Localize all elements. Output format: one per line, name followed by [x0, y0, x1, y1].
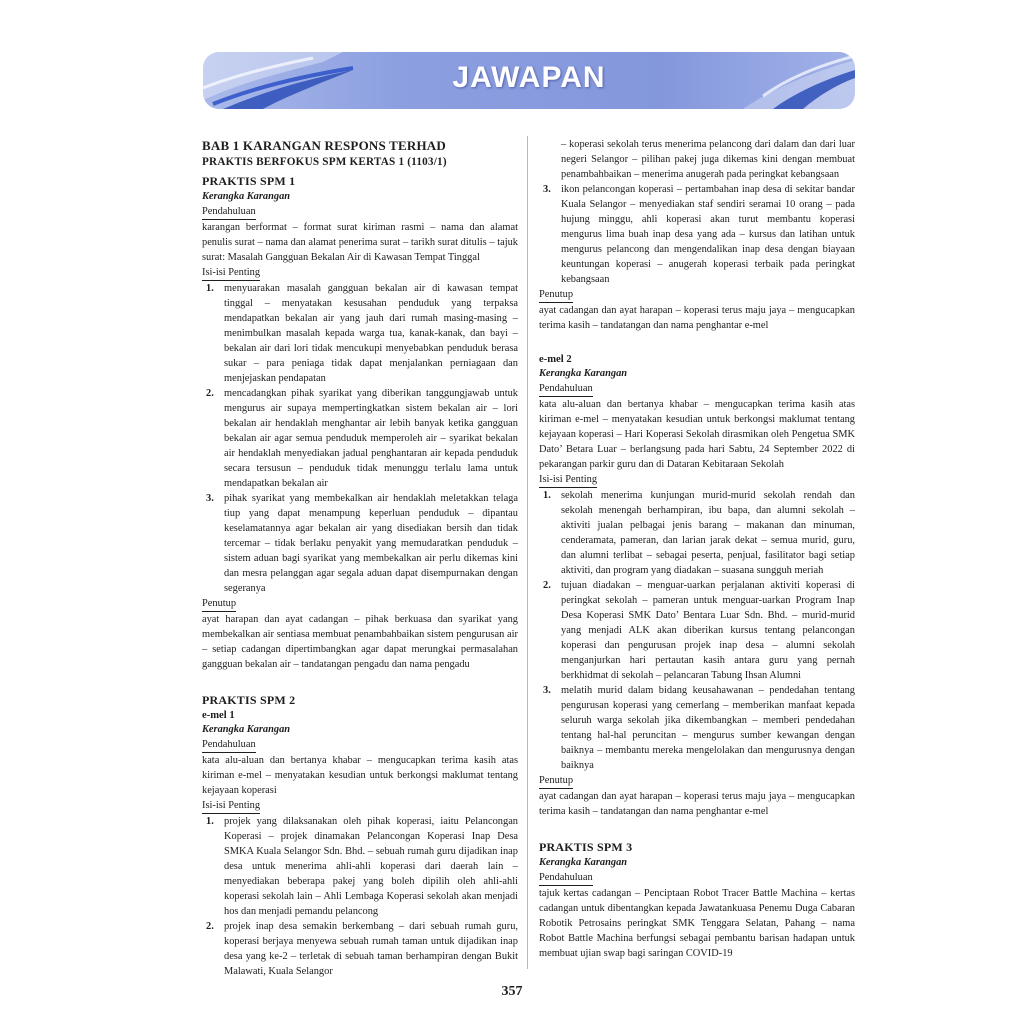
item-number: 2. — [206, 388, 214, 399]
list-item — [539, 683, 855, 773]
introduction-text: tajuk kertas cadangan – Penciptaan Robot Tracer Battle Machina – kertas cadangan untuk dibentangkan kepada Jawatankuasa Penemu Duga Cabaran Robotik Petrosains peringkat SMK Tenggara Selatan, Pahang – nama Robot Battle Machina berfungsi sebagai pembantu barisan hadapan untuk membuat ujian swap bagi saringan COVID-19 — [539, 888, 855, 959]
introduction-text: karangan berformat – format surat kiriman rasmi – nama dan alamat penulis surat – nama dan alamat penerima surat – tarikh surat ditulis – tajuk surat: Masalah Gangguan Bekalan Air di Kawasan Tempat Tinggal — [202, 222, 518, 263]
item-number: 1. — [206, 816, 214, 827]
introduction-text: kata alu-aluan dan bertanya khabar – mengucapkan terima kasih atas kiriman e-mel – menyatakan kesudian untuk berkongsi maklumat tentang kejayaan koperasi – Hari Koperasi Sekolah dirasmikan oleh Pengetua SMK Dato’ Betara Luar – berlangsung pada hari Sabtu, 24 September 2022 di pekarangan parkir guru dan di Dataran Kebitaraan Sekolah — [539, 399, 855, 470]
email-2-heading: e-mel 2 — [539, 354, 572, 365]
item-number: 1. — [543, 490, 551, 501]
list-item — [202, 491, 518, 596]
item-continuation-text: – koperasi sekolah terus menerima pelancong dari dalam dan dari luar negeri Selangor – pilihan pakej juga dikemas kini dengan membuat penambahbaikan – menerima anugerah pada peringkat kebangsaan — [561, 139, 855, 180]
item-number: 3. — [543, 685, 551, 696]
item-number: 3. — [543, 184, 551, 195]
item-number: 2. — [206, 921, 214, 932]
list-item — [202, 814, 518, 919]
practice-1-heading: PRAKTIS SPM 1 — [202, 174, 296, 188]
chapter-heading: BAB 1 KARANGAN RESPONS TERHAD — [202, 138, 446, 153]
item-text: tujuan diadakan – menguar-uarkan perjalanan aktiviti koperasi di peringkat sekolah – pameran untuk menguar-uarkan Program Inap Desa Koperasi SMK Dato’ Bentara Luar Sdn. Bhd. – murid-murid yang menjadi ALK akan diberikan kursus tentang pelancongan koperasi dan pengurusan projek inap desa – alumni sekolah menganjurkan hari pertautan kasih antara guru yang pernah berkhidmat di sekolah – pelancaran Tabung Ihsan Alumni — [561, 580, 855, 681]
practice-2-heading: PRAKTIS SPM 2 — [202, 693, 296, 707]
item-number: 1. — [206, 283, 214, 294]
page-number: 357 — [501, 984, 523, 999]
key-points-label: Isi-isi Penting — [539, 473, 597, 488]
item-text: ikon pelancongan koperasi – pertambahan inap desa di sekitar bandar Kuala Selangor – menyediakan staf sendiri seramai 10 orang – pada hujung minggu, ahli koperasi akan turut membantu koperasi mengurus lima buah inap desa yang ada – kursus dan latihan untuk mengurus pelancong dan mengendalikan inap desa dengan biayaan keuntungan koperasi – anugerah koperasi terbaik pada peringkat kebangsaan — [561, 184, 855, 285]
outline-label: Kerangka Karangan — [202, 724, 291, 735]
item-text: melatih murid dalam bidang keusahawanan – pendedahan tentang pengurusan koperasi yang cemerlang – memberikan manfaat kepada seluruh warga sekolah jika dikembangkan – memberi pendedahan tentang hal-hal peruncitan – mengurus sumber kewangan dengan baiknya – membantu mereka mengelolakan dan mengurusnya dengan baiknya — [561, 685, 855, 771]
conclusion-label: Penutup — [202, 597, 236, 612]
introduction-text: kata alu-aluan dan bertanya khabar – mengucapkan terima kasih atas kiriman e-mel – menyatakan kesudian untuk berkongsi maklumat tentang kejayaan koperasi — [202, 755, 518, 796]
item-number: 3. — [206, 493, 214, 504]
item-text: mencadangkan pihak syarikat yang diberikan tanggungjawab untuk mengurus air supaya mempertingkatkan sistem bekalan air – lori bekalan air hendaklah menghantar air lebih banyak ketika gangguan bekalan air agar semua penduduk memperoleh air – syarikat bekalan air hendaklah menyediakan jadual penghantaran air kepada penduduk secara tersusun – penduduk tidak menunggu terlalu lama untuk mendapatkan bekalan air — [224, 388, 518, 489]
conclusion-text: ayat cadangan dan ayat harapan – koperasi terus maju jaya – mengucapkan terima kasih – tandatangan dan nama penghantar e-mel — [539, 791, 855, 817]
introduction-label: Pendahuluan — [202, 205, 256, 220]
key-points-label: Isi-isi Penting — [202, 799, 260, 814]
list-item — [539, 488, 855, 578]
introduction-label: Pendahuluan — [539, 382, 593, 397]
conclusion-label: Penutup — [539, 288, 573, 303]
page-title: JAWAPAN — [452, 61, 606, 94]
outline-label: Kerangka Karangan — [202, 191, 291, 202]
list-item — [202, 281, 518, 386]
item-number: 2. — [543, 580, 551, 591]
item-text: menyuarakan masalah gangguan bekalan air di kawasan tempat tinggal – menyatakan kesusahan penduduk yang terpaksa mendapatkan bekalan air yang jauh dari rumah masing-masing – menimbulkan masalah kepada warga tua, kanak-kanak, dan bayi – bekalan air dari lori tidak mencukupi menyebabkan penduduk berasa sukar – para peniaga tidak dapat menjalankan perniagaan dan menjejaskan pendapatan — [224, 283, 518, 384]
key-points-label: Isi-isi Penting — [202, 266, 260, 281]
list-item — [202, 386, 518, 491]
conclusion-text: ayat harapan dan ayat cadangan – pihak berkuasa dan syarikat yang membekalkan air sentiasa membuat penambahbaikan sistem pengurusan air – setiap cadangan dipertimbangkan agar dapat merungkai permasalahan gangguan bekalan air – tandatangan pengadu dan nama pengadu — [202, 614, 518, 670]
section-subtitle: PRAKTIS BERFOKUS SPM KERTAS 1 (1103/1) — [202, 156, 447, 168]
item-text: projek yang dilaksanakan oleh pihak koperasi, iaitu Pelancongan Koperasi – projek dinamakan Pelancongan Koperasi Inap Desa SMKA Kuala Selangor Sdn. Bhd. – sebuah rumah guru dijadikan inap desa untuk menerima ahli-ahli koperasi dari daerah lain – menyediakan beberapa pakej yang boleh dipilih oleh ahli-ahli koperasi sekolah lain – Ahli Lembaga Koperasi sekolah akan menjadi hos dan menjadi pemandu pelancong — [224, 816, 518, 917]
list-item — [539, 578, 855, 683]
left-column — [202, 137, 518, 979]
conclusion-text: ayat cadangan dan ayat harapan – koperasi terus maju jaya – mengucapkan terima kasih – tandatangan dan nama penghantar e-mel — [539, 305, 855, 331]
item-text: projek inap desa semakin berkembang – dari sebuah rumah guru, koperasi berjaya menyewa sebuah rumah taman untuk dijadikan inap desa yang ke-2 – terletak di sebuah taman berhampiran dengan Bukit Malawati, Kuala Selangor — [224, 921, 518, 977]
outline-label: Kerangka Karangan — [539, 368, 628, 379]
practice-3-heading: PRAKTIS SPM 3 — [539, 840, 633, 854]
list-item — [202, 919, 518, 979]
right-column — [539, 137, 855, 961]
introduction-label: Pendahuluan — [202, 738, 256, 753]
header-banner — [203, 52, 855, 109]
introduction-label: Pendahuluan — [539, 871, 593, 886]
item-text: pihak syarikat yang membekalkan air hendaklah meletakkan telaga tiup yang dapat menampung keperluan penduduk – dipantau keselamatannya agar bekalan air yang disediakan bersih dan tidak tercemar – tidak berlaku penyakit yang memudaratkan penduduk – sistem aduan bagi syarikat yang membekalkan air perlu dikemas kini dan mesra pelanggan agar segala aduan dapat disempurnakan dengan segeranya — [224, 493, 518, 594]
outline-label: Kerangka Karangan — [539, 857, 628, 868]
conclusion-label: Penutup — [539, 774, 573, 789]
list-item — [539, 182, 855, 287]
item-text: sekolah menerima kunjungan murid-murid sekolah rendah dan sekolah menengah berhampiran, ibu bapa, dan alumni sekolah – aktiviti jualan pelbagai jenis barang – makanan dan minuman, cenderamata, pameran, dan larian jarak dekat – semua murid, guru, dan alumni terlibat – sebagai peserta, penjual, fasilitator bagi setiap aktiviti, dan program yang diadakan – suasana sungguh meriah — [561, 490, 855, 576]
column-divider — [527, 136, 528, 969]
email-1-heading: e-mel 1 — [202, 710, 235, 721]
